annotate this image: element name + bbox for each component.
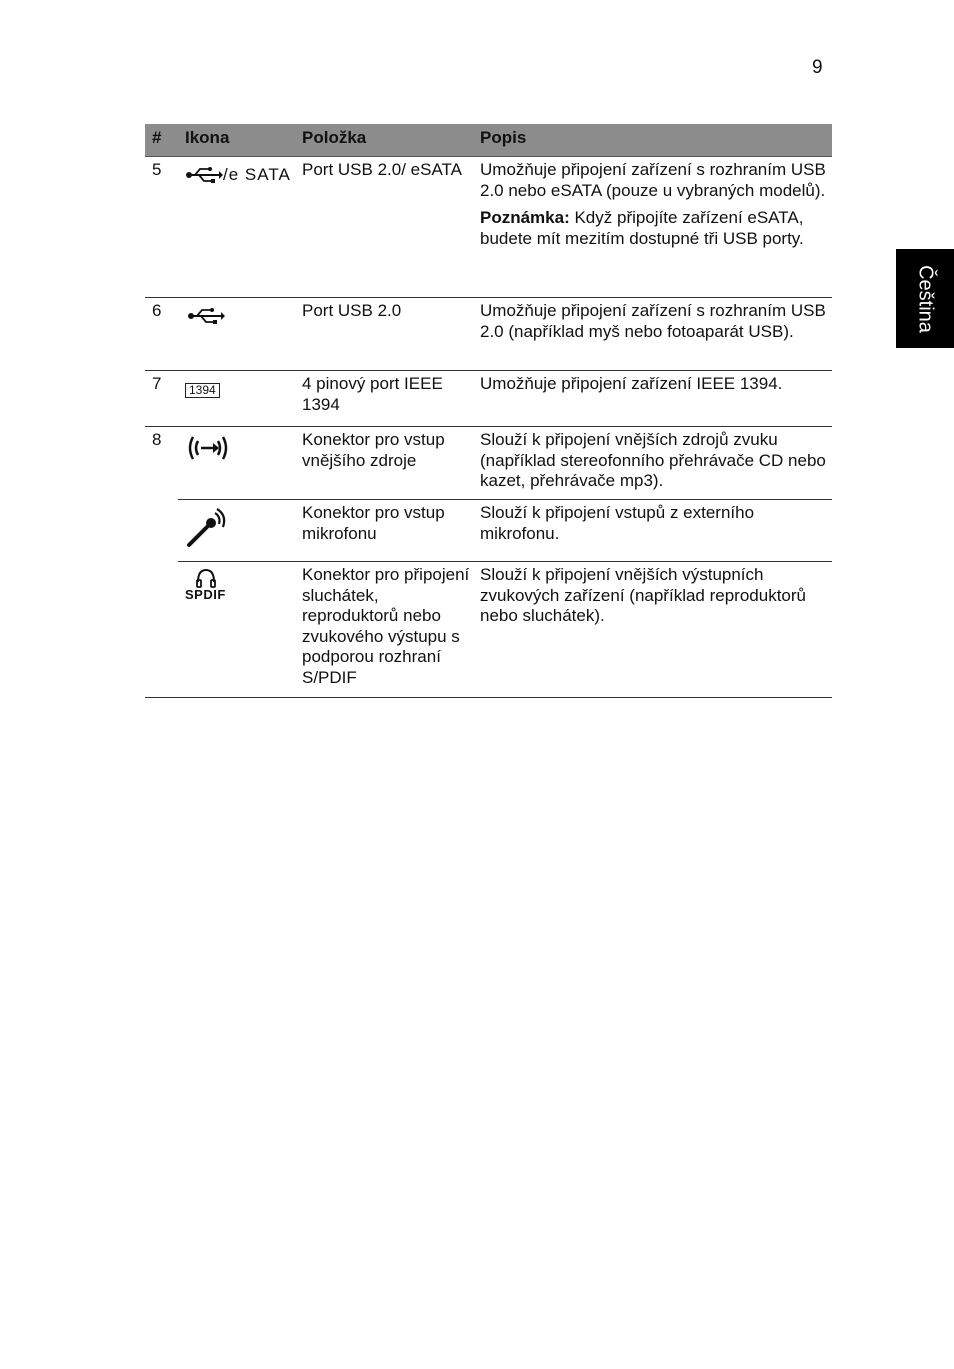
- header-icon: Ikona: [185, 128, 230, 147]
- table-bottom-border: [145, 697, 832, 698]
- ports-table: [145, 124, 832, 698]
- row-num: 5: [152, 160, 162, 179]
- spdif-icon-label: SPDIF: [185, 587, 226, 602]
- row-item: Konektor pro vstup vnějšího zdroje: [302, 430, 445, 470]
- header-item: Položka: [302, 128, 367, 147]
- header-num: #: [152, 128, 162, 147]
- language-tab-label: Čeština: [914, 264, 937, 333]
- microphone-glyph: [185, 507, 229, 549]
- table-row: [145, 500, 832, 562]
- note-text: Když připojíte zařízení eSATA, budete mít mezitím dostupné tři USB porty.: [480, 208, 804, 248]
- ieee1394-icon-label: 1394: [185, 383, 220, 398]
- page-number: 9: [812, 57, 823, 78]
- row-num: 8: [152, 430, 162, 449]
- row-item: Konektor pro vstup mikrofonu: [302, 503, 445, 543]
- esata-icon-label: /e SATA: [223, 164, 291, 184]
- row-item: Port USB 2.0: [302, 301, 402, 320]
- row-desc: Slouží k připojení vnějších zdrojů zvuku (například stereofonního přehrávače CD nebo kazet, přehrávače mp3).: [480, 430, 826, 490]
- row-desc: Umožňuje připojení zařízení IEEE 1394.: [480, 374, 783, 393]
- table-row: [145, 298, 832, 371]
- row-item: Port USB 2.0/ eSATA: [302, 160, 462, 179]
- usb-trident-icon: [185, 305, 227, 327]
- row-desc: [480, 160, 832, 249]
- row-note: [480, 208, 832, 249]
- line-in-icon: [185, 433, 229, 463]
- row-desc: Slouží k připojení vstupů z externího mikrofonu.: [480, 503, 755, 543]
- usb-icon: [185, 305, 227, 327]
- table-row: [145, 157, 832, 298]
- line-in-glyph: [185, 433, 229, 463]
- headphones-spdif-icon: [185, 568, 226, 601]
- table-row: [145, 562, 832, 698]
- note-label: Poznámka:: [480, 208, 570, 227]
- row-desc: Slouží k připojení vnějších výstupních zvukových zařízení (například reproduktorů nebo sluchátek).: [480, 565, 806, 625]
- row-num: 6: [152, 301, 162, 320]
- table-row: [145, 371, 832, 427]
- header-desc: Popis: [480, 128, 527, 147]
- language-tab: [896, 249, 954, 348]
- row-desc: Umožňuje připojení zařízení s rozhraním USB 2.0 (například myš nebo fotoaparát USB).: [480, 301, 826, 341]
- row-item: 4 pinový port IEEE 1394: [302, 374, 443, 414]
- row-item: Konektor pro připojení sluchátek, reproduktorů nebo zvukového výstupu s podporou rozhraní S/PDIF: [302, 565, 470, 687]
- row-num: 7: [152, 374, 162, 393]
- microphone-icon: [185, 507, 229, 549]
- row-desc-text: Umožňuje připojení zařízení s rozhraním USB 2.0 nebo eSATA (pouze u vybraných modelů).: [480, 160, 826, 200]
- table-row: [145, 427, 832, 500]
- usb-trident-icon: [185, 164, 223, 186]
- headphones-icon: [195, 568, 217, 588]
- ieee1394-icon: [185, 379, 220, 400]
- usb-esata-icon: [185, 164, 291, 186]
- table-header: [145, 124, 832, 157]
